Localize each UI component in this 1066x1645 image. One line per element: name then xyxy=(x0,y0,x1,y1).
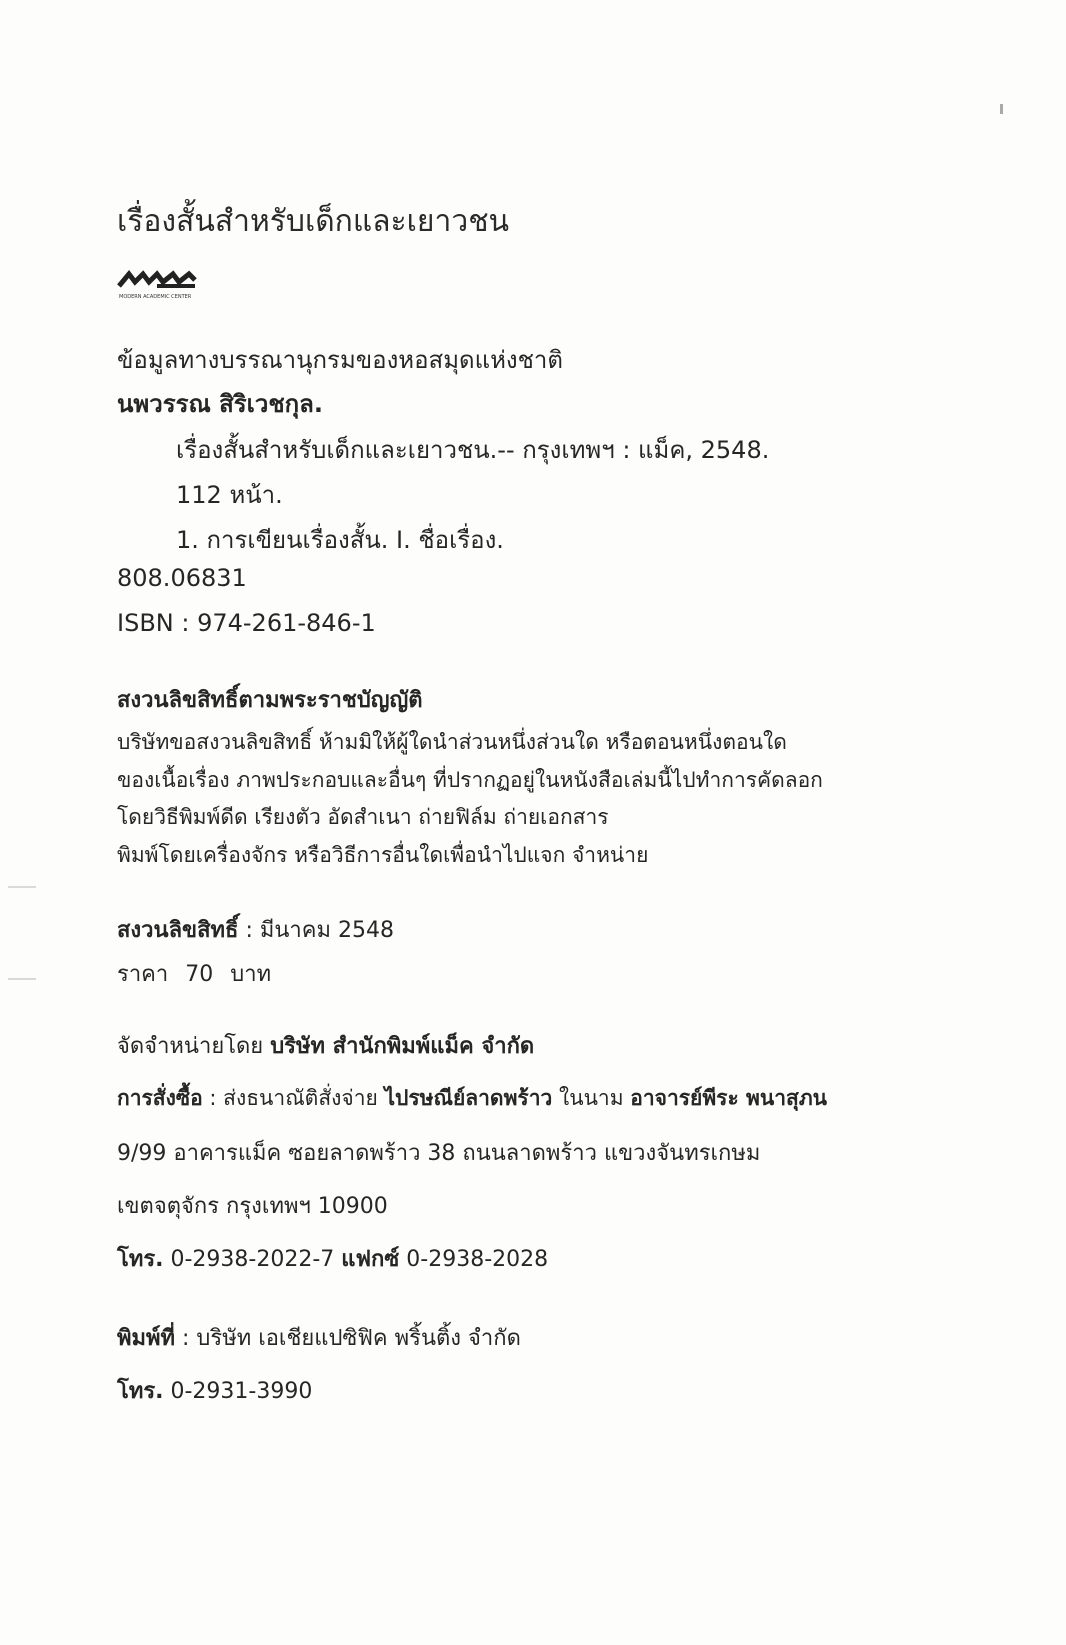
distribution-label: จัดจำหน่ายโดย xyxy=(117,1034,271,1059)
copyright-value: : มีนาคม 2548 xyxy=(238,918,394,943)
cip-pages: 112 หน้า. xyxy=(176,481,283,509)
printer-tel-line xyxy=(117,1373,312,1408)
printer-tel: 0-2931-3990 xyxy=(163,1379,313,1404)
printer-value: : บริษัท เอเชียแปซิฟิค พริ้นติ้ง จำกัด xyxy=(175,1326,521,1351)
fax-number: 0-2938-2028 xyxy=(399,1247,549,1272)
printer-label: พิมพ์ที่ xyxy=(117,1326,176,1351)
contact-line xyxy=(117,1241,548,1276)
distribution-company: บริษัท สำนักพิมพ์แม็ค จำกัด xyxy=(270,1034,535,1059)
scan-mark xyxy=(8,978,36,980)
fax-label: แฟกซ์ xyxy=(341,1247,400,1272)
price-line xyxy=(117,956,271,991)
order-line xyxy=(117,1082,827,1115)
order-post-office: ไปรษณีย์ลาดพร้าว xyxy=(384,1086,553,1110)
price-unit: บาท xyxy=(230,962,272,987)
address-line: เขตจตุจักร กรุงเทพฯ 10900 xyxy=(117,1194,388,1219)
copyright-date xyxy=(117,912,394,947)
tel-number: 0-2938-2022-7 xyxy=(163,1247,342,1272)
scan-mark xyxy=(8,886,36,888)
cip-author: นพวรรณ สิริเวชกุล. xyxy=(117,390,323,418)
rights-heading: สงวนลิขสิทธิ์ตามพระราชบัญญัติ xyxy=(117,688,423,713)
order-payee: อาจารย์พีระ พนาสุภน xyxy=(630,1086,828,1110)
cip-heading: ข้อมูลทางบรรณานุกรมของหอสมุดแห่งชาติ xyxy=(117,346,563,374)
publisher-logo xyxy=(117,268,199,304)
price-label: ราคา xyxy=(117,962,169,987)
rights-line: บริษัทขอสงวนลิขสิทธิ์ ห้ามมิให้ผู้ใดนำส่วนหนึ่งส่วนใด หรือตอนหนึ่งตอนใด xyxy=(117,730,787,754)
distribution-line xyxy=(117,1028,534,1063)
address-line: 9/99 อาคารแม็ค ซอยลาดพร้าว 38 ถนนลาดพร้าว แขวงจันทรเกษม xyxy=(117,1141,761,1166)
copyright-label: สงวนลิขสิทธิ์ xyxy=(117,918,239,943)
rights-line: ของเนื้อเรื่อง ภาพประกอบและอื่นๆ ที่ปรากฏอยู่ในหนังสือเล่มนี้ไปทำการคัดลอก xyxy=(117,768,823,792)
rights-line: โดยวิธีพิมพ์ดีด เรียงตัว อัดสำเนา ถ่ายฟิล์ม ถ่ายเอกสาร xyxy=(117,805,609,829)
printer-tel-label: โทร. xyxy=(117,1379,164,1404)
cip-isbn: ISBN : 974-261-846-1 xyxy=(117,609,376,637)
tel-label: โทร. xyxy=(117,1247,164,1272)
price-amount: 70 xyxy=(185,962,214,987)
cip-class-number: 808.06831 xyxy=(117,564,247,592)
rights-line: พิมพ์โดยเครื่องจักร หรือวิธีการอื่นใดเพื่อนำไปแจก จำหน่าย xyxy=(117,843,649,867)
order-label: การสั่งซื้อ xyxy=(117,1086,203,1110)
book-title: เรื่องสั้นสำหรับเด็กและเยาวชน xyxy=(117,204,510,239)
cip-title-line: เรื่องสั้นสำหรับเด็กและเยาวชน.-- กรุงเทพฯ : แม็ค, 2548. xyxy=(176,436,770,464)
cip-subject: 1. การเขียนเรื่องสั้น. I. ชื่อเรื่อง. xyxy=(176,526,504,554)
order-text: ในนาม xyxy=(552,1086,631,1110)
scan-mark xyxy=(1000,104,1003,114)
printer-line xyxy=(117,1320,521,1355)
logo-text: MODERN ACADEMIC CENTER xyxy=(119,294,192,300)
order-text: : ส่งธนาณัติสั่งจ่าย xyxy=(202,1086,385,1110)
mac-logo-icon xyxy=(117,268,199,304)
